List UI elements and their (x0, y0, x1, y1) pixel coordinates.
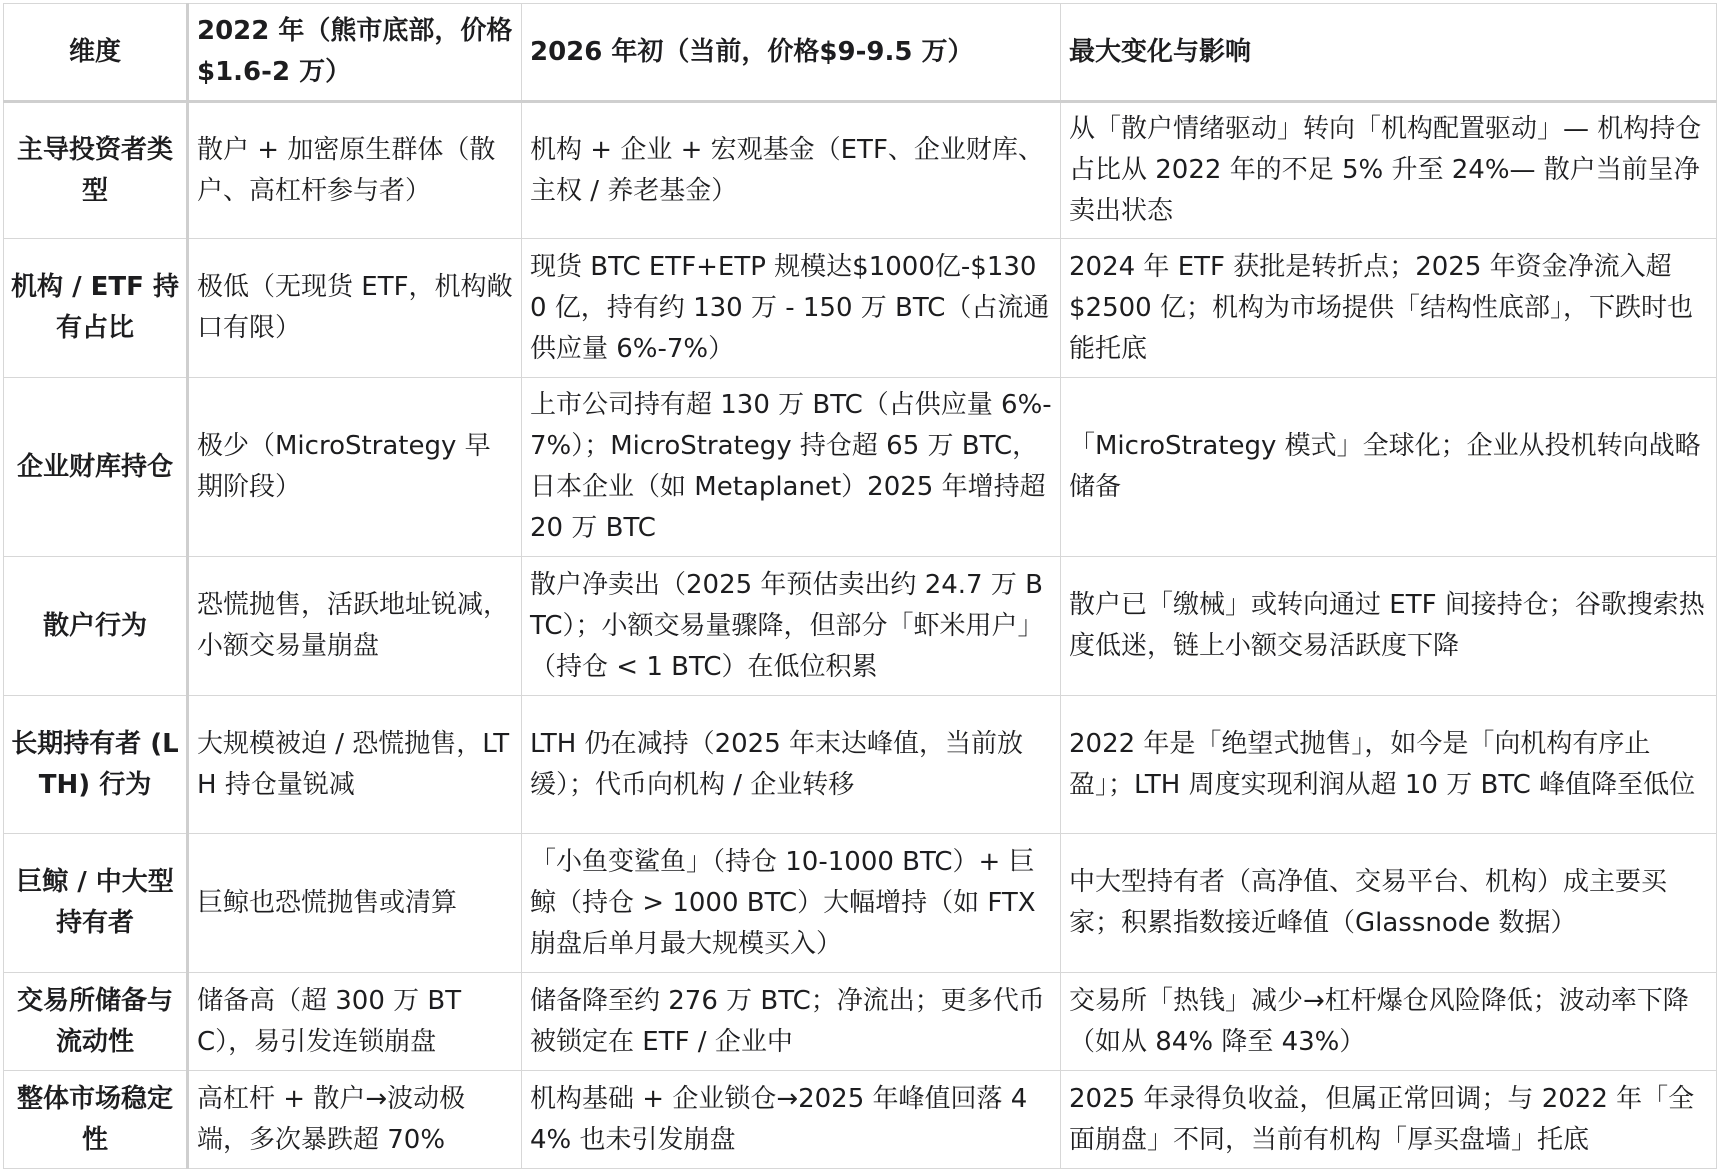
header-2022: 2022 年（熊市底部，价格$1.6-2 万） (188, 4, 522, 102)
table-row (4, 1071, 1717, 1169)
table-row (4, 834, 1717, 973)
row-dimension: 交易所储备与流动性 (4, 973, 188, 1071)
cell-2022: 高杠杆 + 散户→波动极端，多次暴跌超 70% (188, 1071, 522, 1169)
table-row (4, 973, 1717, 1071)
row-dimension: 巨鲸 / 中大型持有者 (4, 834, 188, 973)
row-dimension: 长期持有者 (LTH) 行为 (4, 696, 188, 834)
cell-change: 2025 年录得负收益，但属正常回调；与 2022 年「全面崩盘」不同，当前有机构「厚买盘墙」托底 (1061, 1071, 1717, 1169)
cell-2026: 储备降至约 276 万 BTC；净流出；更多代币被锁定在 ETF / 企业中 (522, 973, 1061, 1071)
cell-change: 2024 年 ETF 获批是转折点；2025 年资金净流入超 $2500 亿；机构为市场提供「结构性底部」，下跌时也能托底 (1061, 239, 1717, 378)
cell-change: 交易所「热钱」减少→杠杆爆仓风险降低；波动率下降（如从 84% 降至 43%） (1061, 973, 1717, 1071)
comparison-table (3, 3, 1717, 1169)
header-dimension: 维度 (4, 4, 188, 102)
cell-2026: 散户净卖出（2025 年预估卖出约 24.7 万 BTC）；小额交易量骤降，但部分「虾米用户」（持仓 < 1 BTC）在低位积累 (522, 557, 1061, 696)
row-dimension: 企业财库持仓 (4, 378, 188, 557)
cell-change: 从「散户情绪驱动」转向「机构配置驱动」— 机构持仓占比从 2022 年的不足 5% 升至 24%— 散户当前呈净卖出状态 (1061, 102, 1717, 239)
cell-change: 2022 年是「绝望式抛售」，如今是「向机构有序止盈」；LTH 周度实现利润从超 10 万 BTC 峰值降至低位 (1061, 696, 1717, 834)
cell-2026: LTH 仍在减持（2025 年末达峰值，当前放缓）；代币向机构 / 企业转移 (522, 696, 1061, 834)
cell-2022: 极低（无现货 ETF，机构敞口有限） (188, 239, 522, 378)
cell-2026: 机构 + 企业 + 宏观基金（ETF、企业财库、主权 / 养老基金） (522, 102, 1061, 239)
header-change: 最大变化与影响 (1061, 4, 1717, 102)
table-row (4, 239, 1717, 378)
cell-2022: 散户 + 加密原生群体（散户、高杠杆参与者） (188, 102, 522, 239)
header-row (4, 4, 1717, 102)
table-header (4, 4, 1717, 102)
cell-change: 中大型持有者（高净值、交易平台、机构）成主要买家；积累指数接近峰值（Glassnode 数据） (1061, 834, 1717, 973)
row-dimension: 散户行为 (4, 557, 188, 696)
cell-2026: 现货 BTC ETF+ETP 规模达$1000亿-$1300 亿，持有约 130 万 - 150 万 BTC（占流通供应量 6%-7%） (522, 239, 1061, 378)
table-row (4, 696, 1717, 834)
row-dimension: 整体市场稳定性 (4, 1071, 188, 1169)
cell-2026: 机构基础 + 企业锁仓→2025 年峰值回落 44% 也未引发崩盘 (522, 1071, 1061, 1169)
cell-2022: 储备高（超 300 万 BTC），易引发连锁崩盘 (188, 973, 522, 1071)
cell-2026: 「小鱼变鲨鱼」（持仓 10-1000 BTC）+ 巨鲸（持仓 > 1000 BTC）大幅增持（如 FTX 崩盘后单月最大规模买入） (522, 834, 1061, 973)
comparison-table-wrapper (3, 3, 1716, 1169)
cell-2022: 极少（MicroStrategy 早期阶段） (188, 378, 522, 557)
table-body (4, 102, 1717, 1169)
cell-2026: 上市公司持有超 130 万 BTC（占供应量 6%-7%）；MicroStrategy 持仓超 65 万 BTC，日本企业（如 Metaplanet）2025 年增持超 20 万 BTC (522, 378, 1061, 557)
row-dimension: 主导投资者类型 (4, 102, 188, 239)
header-2026: 2026 年初（当前，价格$9-9.5 万） (522, 4, 1061, 102)
table-row (4, 102, 1717, 239)
table-row (4, 378, 1717, 557)
cell-2022: 大规模被迫 / 恐慌抛售，LTH 持仓量锐减 (188, 696, 522, 834)
row-dimension: 机构 / ETF 持有占比 (4, 239, 188, 378)
cell-change: 「MicroStrategy 模式」全球化；企业从投机转向战略储备 (1061, 378, 1717, 557)
cell-2022: 恐慌抛售，活跃地址锐减，小额交易量崩盘 (188, 557, 522, 696)
cell-change: 散户已「缴械」或转向通过 ETF 间接持仓；谷歌搜索热度低迷，链上小额交易活跃度下降 (1061, 557, 1717, 696)
table-row (4, 557, 1717, 696)
cell-2022: 巨鲸也恐慌抛售或清算 (188, 834, 522, 973)
